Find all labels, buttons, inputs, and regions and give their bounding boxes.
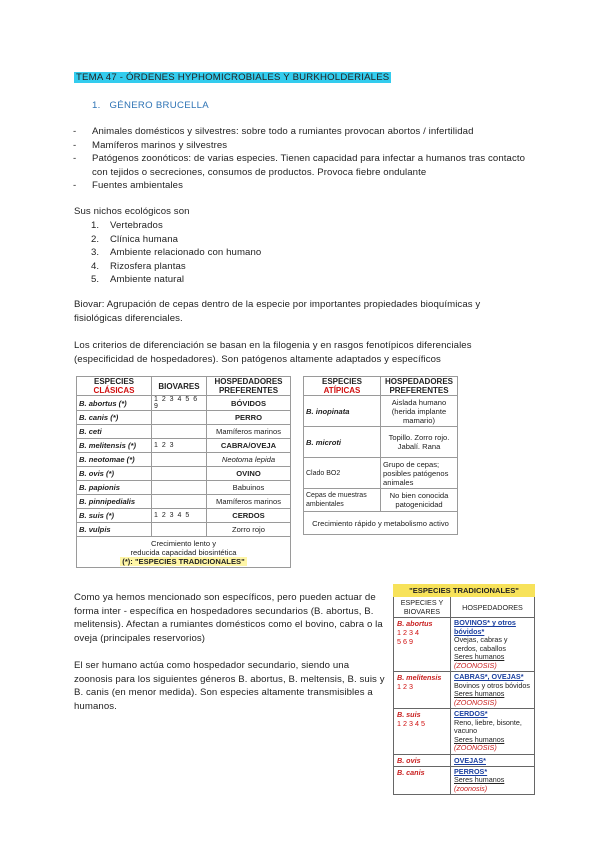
classic-table-footer: Crecimiento lento y reducida capacidad biosintética (*): "ESPECIES TRADICIONALES" <box>77 537 291 568</box>
list-item: 5. Ambiente natural <box>91 274 185 285</box>
table-row: B. neotomae (*) Neotoma lepida <box>77 453 291 467</box>
page-title: TEMA 47 - ÓRDENES HYPHOMICROBIALES Y BURKHOLDERIALES <box>76 72 390 83</box>
atypical-table-footer: Crecimiento rápido y metabolismo activo <box>304 512 458 535</box>
table-row: B. ovis OVEJAS* <box>394 754 535 766</box>
bullet-item: - Fuentes ambientales <box>73 179 533 193</box>
niches-list <box>74 219 261 287</box>
bullet-item: - Animales domésticos y silvestres: sobre todo a rumiantes provocan abortos / infertilidad <box>73 125 533 139</box>
section-number: 1. <box>92 100 101 111</box>
col-hospedadores: HOSPEDADORES PREFERENTES <box>207 377 291 396</box>
table-row: B. suis (*) 1 2 3 4 5 CERDOS <box>77 509 291 523</box>
table-row: B. melitensis 1 2 3 CABRAS*, OVEJAS* Bovinos y otros bóvidos Seres humanos (ZOONOSIS) <box>394 672 535 709</box>
hosts-paragraph: Como ya hemos mencionado son específicos, pero pueden actuar de forma inter - específica en hospedadores secundarios (B. abortus, B. melitensis). Afectan a rumiantes domésticos como el bovino, cabra o la oveja (principales reservorios) <box>74 592 383 644</box>
list-item: 4. Rizosfera plantas <box>91 260 186 272</box>
traditional-species-table: "ESPECIES TRADICIONALES" ESPECIES Y BIOVARES HOSPEDADORES B. abortus 1 2 3 4 5 6 9 BOVINOS* y otros bóvidos* Ovejas, cabras y cerdos, caballos Seres humanos (ZOONOSIS) B. melitensis 1 2 3 CABRAS*, OVEJAS* Bovinos y otros bóvidos Seres humanos (ZOONOSIS) B. suis 1 2 3 4 5 CERDOS* Reno, liebre, bisonte, vacuno Seres humanos (ZOONOSIS) B. ovis OVEJAS* B. canis PERROS* Seres humanos (zoonosis) <box>393 584 535 795</box>
table-row: B. canis PERROS* Seres humanos (zoonosis) <box>394 766 535 795</box>
table-row: B. pinnipedialis Mamíferos marinos <box>77 495 291 509</box>
bullet-item: - Patógenos zoonóticos: de varias especies. Tienen capacidad para infectar a humanos tras contacto con tejidos o secreciones, consumos de productos. Provoca fiebre ondulante <box>73 152 533 179</box>
table-row: B. inopinata Aislada humano (herida implante mamario) <box>304 396 458 427</box>
table-row: B. vulpis Zorro rojo <box>77 523 291 537</box>
table-row: B. abortus 1 2 3 4 5 6 9 BOVINOS* y otros bóvidos* Ovejas, cabras y cerdos, caballos Seres humanos (ZOONOSIS) <box>394 618 535 672</box>
table-row: B. melitensis (*) 1 2 3 CABRA/OVEJA <box>77 439 291 453</box>
classic-species-table <box>76 376 291 568</box>
criteria-paragraph: Los criterios de diferenciación se basan en la filogenia y en rasgos fenotípicos diferenciales (especificidad de hospedadores). Son patógenos altamente adaptados y específicos <box>74 340 472 365</box>
bullet-item: - Mamíferos marinos y silvestres <box>73 139 533 153</box>
table-row: B. abortus (*) 1 2 3 4 5 6 9 BÓVIDOS <box>77 396 291 411</box>
table-row: B. ovis (*) OVINO <box>77 467 291 481</box>
table-row: Clado BO2 Grupo de cepas; posibles patógenos animales <box>304 458 458 489</box>
table-row: B. papionis Babuinos <box>77 481 291 495</box>
table-row: B. suis 1 2 3 4 5 CERDOS* Reno, liebre, bisonte, vacuno Seres humanos (ZOONOSIS) <box>394 709 535 755</box>
list-item: 2. Clínica humana <box>91 233 179 245</box>
col-especies: ESPECIES CLÁSICAS <box>77 377 152 396</box>
list-item: 3. Ambiente relacionado con humano <box>91 247 262 258</box>
atypical-species-table <box>303 376 458 535</box>
col-especies: ESPECIES ATÍPICAS <box>304 377 381 396</box>
traditional-table-title: "ESPECIES TRADICIONALES" <box>394 585 535 597</box>
section-heading <box>92 100 209 111</box>
section-title: GÉNERO BRUCELLA <box>109 100 209 111</box>
intro-bullets <box>73 125 533 193</box>
zoonosis-paragraph: El ser humano actúa como hospedador secundario, siendo una zoonosis para los siguientes géneros B. abortus, B. meltensis, B. suis y B. canis (en menor medida). Son especies altamente transmisibles a humanos. <box>74 660 385 712</box>
biovar-paragraph: Biovar: Agrupación de cepas dentro de la especie por importantes propiedades bioquímicas y fisiológicas diferenciales. <box>74 299 481 324</box>
col-biovares: BIOVARES <box>152 377 207 396</box>
table-row: B. ceti Mamíferos marinos <box>77 425 291 439</box>
table-row: Cepas de muestras ambientales No bien conocida patogenicidad <box>304 489 458 512</box>
table-row: B. canis (*) PERRO <box>77 411 291 425</box>
niches-intro: Sus nichos ecológicos son <box>74 206 190 217</box>
list-item: 1. Vertebrados <box>91 220 163 231</box>
table-row: B. microti Topillo. Zorro rojo. Jabalí. Rana <box>304 427 458 458</box>
col-hospedadores: HOSPEDADORES PREFERENTES <box>381 377 458 396</box>
